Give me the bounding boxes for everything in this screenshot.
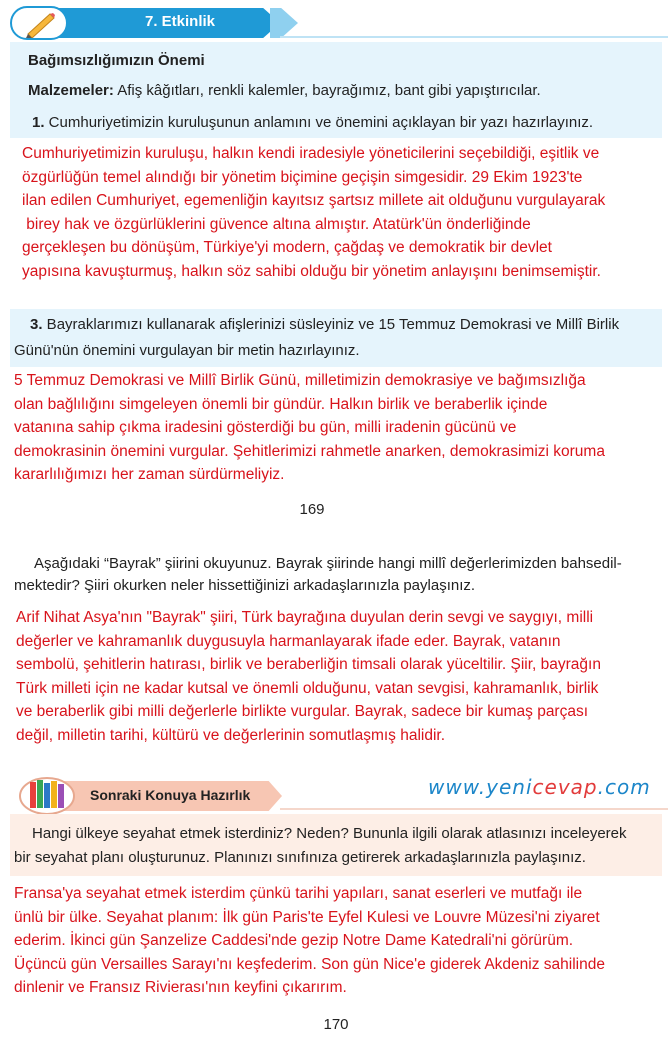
activity-banner-arrow xyxy=(270,8,298,38)
travel-question-line-1: Hangi ülkeye seyahat etmek isterdiniz? Neden? Bununla ilgili olarak atlasınızı inceleyerek xyxy=(32,825,627,842)
travel-answer-line: Fransa'ya seyahat etmek isterdim çünkü tarihi yapıları, sanat eserleri ve mutfağı ile xyxy=(14,885,583,902)
poem-answer-line: Türk milleti için ne kadar kutsal ve önemli olduğunu, vatan sevgisi, kahramanlık, birlik xyxy=(16,679,599,697)
books-icon xyxy=(18,772,76,814)
question-3-text: Bayraklarımızı kullanarak afişlerinizi süsleyiniz ve 15 Temmuz Demokrasi ve Millî Birlik xyxy=(42,316,620,333)
answer-3-line: kararlılığımızı her zaman sürdürmeliyiz. xyxy=(14,466,285,483)
poem-question-line-2: mektedir? Şiiri okurken neler hissettiğinizi arkadaşlarınızla paylaşınız. xyxy=(14,577,476,594)
question-3-line-1 xyxy=(14,314,660,336)
materials-text: Afiş kâğıtları, renkli kalemler, bayrağımız, bant gibi yapıştırıcılar. xyxy=(113,82,541,99)
question-1 xyxy=(32,112,662,134)
poem-answer-line: ve beraberlik gibi milli değerlerle birlikte vurgular. Bayrak, sadece bir kumaş parçası xyxy=(16,703,589,720)
answer-3-line: 5 Temmuz Demokrasi ve Millî Birlik Günü, milletimizin demokrasiye ve bağımsızlığa xyxy=(14,372,586,389)
activity-heading: Bağımsızlığımızın Önemi xyxy=(28,52,205,69)
poem-answer-line: değil, milletin tarihi, kültürü ve değerlerinin somutlaşmış halidir. xyxy=(16,726,446,744)
answer-1 xyxy=(22,142,662,283)
travel-answer-line: Üçüncü gün Versailles Sarayı'nı keşfederim. Son gün Nice'e giderek Akdeniz sahilinde xyxy=(14,955,605,973)
question-3 xyxy=(14,314,660,362)
answer-1-line: gerçekleşen bu dönüşüm, Türkiye'yi modern, çağdaş ve demokratik bir devlet xyxy=(22,239,552,256)
watermark-prefix: www.yeni xyxy=(428,775,533,799)
answer-1-line: yapısına kavuşturmuş, halkın söz sahibi olduğu bir yönetim anlayışını benimsemiştir. xyxy=(22,262,601,280)
page-number-170: 170 xyxy=(323,1016,349,1033)
materials-line xyxy=(28,80,658,102)
poem-answer-line: Arif Nihat Asya'nın "Bayrak" şiiri, Türk bayrağına duyulan derin sevgi ve saygıyı, milli xyxy=(16,609,594,626)
answer-3-line: olan bağlılığını simgeleyen önemli bir gündür. Halkın birlik ve beraberlik içinde xyxy=(14,395,548,413)
materials-label: Malzemeler: xyxy=(28,82,114,99)
next-topic-title: Sonraki Konuya Hazırlık xyxy=(90,787,251,803)
pencil-badge xyxy=(10,6,68,40)
travel-answer-line: ederim. İkinci gün Şanzelize Caddesi'nde gezip Notre Dame Katedrali'ni görürüm. xyxy=(14,932,574,949)
page-number-169: 169 xyxy=(299,501,325,518)
travel-answer-line: ünlü bir ülke. Seyahat planım: İlk gün Paris'te Eyfel Kulesi ve Louvre Müzesi'ni ziyaret xyxy=(14,908,600,926)
poem-question xyxy=(14,553,666,597)
answer-3 xyxy=(14,369,662,487)
poem-answer-line: değerler ve kahramanlık duygusuyla harmanlayarak ifade eder. Bayrak, vatanın xyxy=(16,632,561,650)
answer-3-line: vatanına sahip çıkma iradesini gösterdiği bu gün, milli iradenin gücünü ve xyxy=(14,419,517,436)
answer-1-line: birey hak ve özgürlüklerini güvence altına almıştır. Atatürk'ün önderliğinde xyxy=(22,215,531,233)
question-3-line-2: Günü'nün önemini vurgulayan bir metin hazırlayınız. xyxy=(14,342,360,359)
answer-1-line: ilan edilen Cumhuriyet, egemenliğin kayıtsız şartsız millete ait olduğunu vurgulayarak xyxy=(22,192,606,209)
activity-banner xyxy=(0,6,668,42)
answer-1-line: özgürlüğün temel alındığı bir yönetim biçimine geçişin simgesidir. 29 Ekim 1923'te xyxy=(22,168,583,186)
travel-question xyxy=(14,823,662,869)
travel-answer xyxy=(14,882,662,1000)
activity-title: 7. Etkinlik xyxy=(144,13,216,30)
answer-3-line: demokrasinin önemini vurgular. Şehitlerimizi rahmetle anarken, demokrasimizi koruma xyxy=(14,442,605,460)
travel-answer-line: dinlenir ve Fransız Rivierası'nın keyfini çıkarırım. xyxy=(14,979,347,996)
travel-question-line-2: bir seyahat planı oluşturunuz. Planınızı sınıfınıza getirerek arkadaşlarınızla paylaşınız. xyxy=(14,849,586,866)
watermark-highlight: cevap xyxy=(532,775,598,799)
question-3-number: 3. xyxy=(30,316,43,333)
activity-banner-line xyxy=(280,36,668,38)
next-topic-banner-line xyxy=(280,808,668,810)
poem-question-line-1: Aşağıdaki “Bayrak” şiirini okuyunuz. Bayrak şiirinde hangi millî değerlerimizden bahsedil- xyxy=(34,555,622,572)
question-1-number: 1. xyxy=(32,114,45,131)
poem-answer xyxy=(16,606,664,747)
poem-answer-line: sembolü, şehitlerin hatırası, birlik ve beraberliğin timsali olarak yüceltilir. Şiir, bayrağın xyxy=(16,656,601,673)
answer-1-line: Cumhuriyetimizin kuruluşu, halkın kendi iradesiyle yöneticilerini seçebildiği, eşitlik ve xyxy=(22,145,600,162)
watermark-suffix: .com xyxy=(597,775,651,799)
pencil-icon xyxy=(26,12,56,38)
watermark xyxy=(428,775,651,799)
question-1-text: Cumhuriyetimizin kuruluşunun anlamını ve önemini açıklayan bir yazı hazırlayınız. xyxy=(44,114,594,131)
